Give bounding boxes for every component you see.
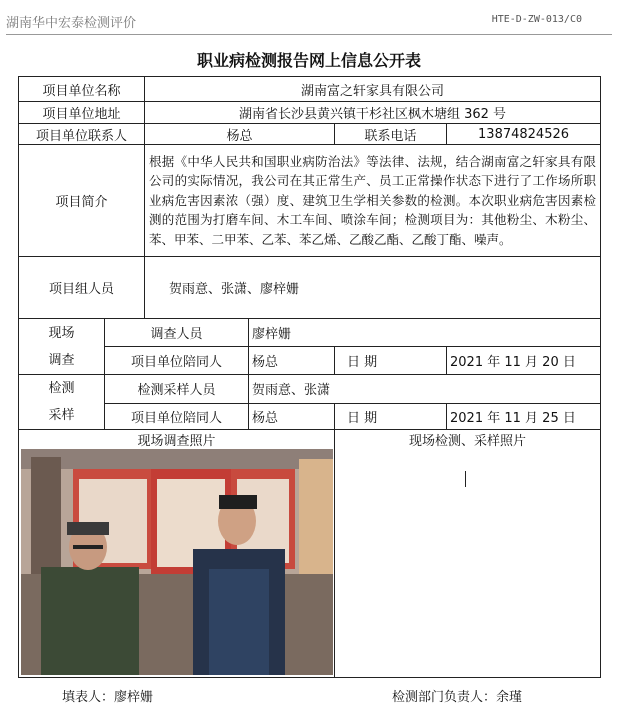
header-divider	[6, 34, 612, 35]
survey-photo-cell	[19, 449, 335, 677]
sampling-photo-cell	[335, 449, 601, 677]
project-address-value: 湖南省长沙县黄兴镇干杉社区枫木塘组 362 号	[145, 102, 601, 124]
project-intro-label: 项目简介	[19, 145, 145, 257]
survey-site-photo	[21, 449, 333, 675]
project-name-label: 项目单位名称	[19, 77, 145, 102]
investigator-value: 廖梓姗	[249, 319, 601, 347]
phone-value: 13874824526	[447, 124, 601, 145]
header-doc-code: HTE-D-ZW-013/C0	[491, 14, 582, 25]
sampling-date-value: 2021 年 11 月 25 日	[447, 403, 601, 429]
project-contact-label: 项目单位联系人	[19, 124, 145, 145]
survey-escort-label: 项目单位陪同人	[105, 347, 249, 375]
dept-head-signature: 检测部门负责人：余瑾	[392, 690, 523, 705]
sampling-date-label: 日 期	[335, 403, 447, 429]
survey-section-label	[19, 319, 105, 375]
survey-escort-value: 杨总	[249, 347, 335, 375]
sampling-section-label	[19, 375, 105, 430]
survey-label-line2: 调查	[48, 352, 75, 368]
header-org: 湖南华中宏泰检测评价	[6, 16, 137, 31]
project-contact-value: 杨总	[145, 124, 335, 145]
survey-date-label: 日 期	[335, 347, 447, 375]
sampler-label: 检测采样人员	[105, 375, 249, 404]
survey-label-line1: 现场	[48, 325, 75, 341]
sampling-escort-label: 项目单位陪同人	[105, 403, 249, 429]
investigator-label: 调查人员	[105, 319, 249, 347]
sampler-value: 贺雨意、张潇	[249, 375, 601, 404]
survey-photos-label: 现场调查照片	[19, 430, 335, 450]
sampling-photos-label: 现场检测、采样照片	[335, 430, 601, 450]
sampling-label-line2: 采样	[48, 408, 75, 423]
sampling-label-line1: 检测	[48, 381, 75, 396]
project-members-label: 项目组人员	[19, 257, 145, 319]
phone-label: 联系电话	[335, 124, 447, 145]
text-cursor	[465, 471, 466, 487]
project-name-value: 湖南富之轩家具有限公司	[145, 77, 601, 102]
sampling-escort-value: 杨总	[249, 403, 335, 429]
project-address-label: 项目单位地址	[19, 102, 145, 124]
project-intro-text: 根据《中华人民共和国职业病防治法》等法律、法规，结合湖南富之轩家具有限公司的实际情况，我公司在其正常生产、员工正常操作状态下进行了工作场所职业病危害因素浓（强）度、建筑卫生学相关参数的检测。本次职业病危害因素检测的范围为打磨车间、木工车间、喷涂车间；检测项目为：其他粉尘、木粉尘、苯、甲苯、二甲苯、乙苯、苯乙烯、乙酸乙酯、乙酸丁酯、噪声。	[145, 145, 601, 257]
survey-date-value: 2021 年 11 月 20 日	[447, 347, 601, 375]
page-title: 职业病检测报告网上信息公开表	[196, 51, 421, 70]
filler-signature: 填表人：廖梓姗	[62, 690, 154, 705]
project-members-value: 贺雨意、张潇、廖梓姗	[145, 257, 601, 319]
info-table	[18, 76, 601, 678]
